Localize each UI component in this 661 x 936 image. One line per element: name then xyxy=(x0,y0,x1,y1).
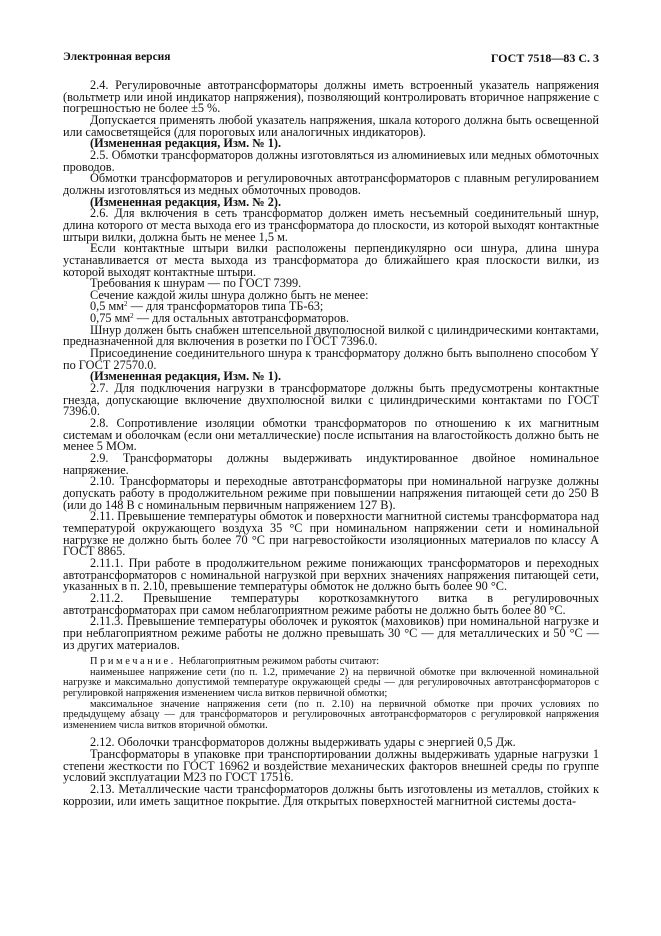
note-item: максимальное значение напряжения сети (по п. 2.10) на первичной обмотке при прочих условиях по предыдущему абзацу — для трансформаторов и регулировочных автотрансформаторов с регулировкой напряжения изменением числа витков вторичной обмотки. xyxy=(63,698,599,731)
clause-2-6-paragraph: Требования к шнурам — по ГОСТ 7399. xyxy=(90,276,302,291)
cross-section-value: 0,75 мм xyxy=(90,311,131,326)
clause-2-9: 2.9. Трансформаторы должны выдерживать индуктированное двойное номинальное напряжение. xyxy=(63,451,599,477)
clause-2-12-paragraph: Трансформаторы в упаковке при транспортировании должны выдерживать ударные нагрузки 1 степени жесткости по ГОСТ 16962 и воздействие механических факторов внешней среды по группе условий эксплуатации М23 по ГОСТ 17516. xyxy=(63,746,599,785)
cross-section-value: 0,5 мм xyxy=(90,299,125,314)
document-body xyxy=(63,80,599,807)
clause-2-11-1: 2.11.1. При работе в продолжительном режиме понижающих трансформаторов и переходных автотрансформаторов с номинальной нагрузкой при верхних значениях напряжения питающей сети, указанных в п. 2.10, превышение температуры обмоток не должно быть более 90 °С. xyxy=(63,555,599,594)
clause-2-6-paragraph: Если контактные штыри вилки расположены перпендикулярно оси шнура, длина шнура устанавливается от места выхода из трансформатора до ближайшего края плоскости вилки, из которой выходят контактные штыри. xyxy=(63,241,599,279)
clause-2-6-paragraph: Шнур должен быть снабжен штепсельной двуполюсной вилкой с цилиндрическими контактами, предназначенной для включения в розетки по ГОСТ 7396.0. xyxy=(63,322,599,349)
clause-2-11-2: 2.11.2. Превышение температуры короткозамкнутого витка в регулировочных автотрансформаторах при самом неблагоприятном режиме работы не должно быть более 80 °С. xyxy=(63,590,599,617)
clause-2-5-paragraph: Обмотки трансформаторов и регулировочных автотрансформаторов с плавным регулированием должны изготовляться из медных обмоточных проводов. xyxy=(63,171,599,197)
clause-2-7: 2.7. Для подключения нагрузки в трансформаторе должны быть предусмотрены контактные гнезда, допускающие включение двухполюсной вилки с цилиндрическими контактами по ГОСТ 7396.0. xyxy=(63,381,599,419)
clause-2-10: 2.10. Трансформаторы и переходные автотрансформаторы при номинальной нагрузке должны допускать работу в продолжительном режиме при повышении напряжения питающей сети до 250 В (или до 148 В с номинальным первичным напряжением 127 В). xyxy=(63,474,599,512)
superscript: 2 xyxy=(124,300,128,309)
clause-2-11-3: 2.11.3. Превышение температуры оболочек и рукояток (маховиков) при номинальной нагрузке и при неблагоприятном режиме работы не должно превышать 30 °С — для металлических и 50 °С — из других материалов. xyxy=(63,614,599,652)
clause-2-6-paragraph: Присоединение соединительного шнура к трансформатору должно быть выполнено способом Y по ГОСТ 27570.0. xyxy=(63,346,599,372)
amendment-note: (Измененная редакция, Изм. № 2). xyxy=(90,194,282,209)
clause-2-5: 2.5. Обмотки трансформаторов должны изготовляться из алюминиевых или медных обмоточных проводов. xyxy=(63,147,599,174)
running-header xyxy=(63,51,599,65)
cross-section-desc: — для трансформаторов типа ТБ-63; xyxy=(127,299,324,314)
note-label: Примечание. xyxy=(90,656,176,668)
superscript: 2 xyxy=(130,312,134,321)
clause-2-6: 2.6. Для включения в сеть трансформатор должен иметь несъемный соединительный шнур, длина которого от места выхода его из трансформатора до плоскости, из которой выходят контактные штыри вилки, должна быть не менее 1,5 м. xyxy=(63,206,599,244)
clause-2-11: 2.11. Превышение температуры обмоток и поверхности магнитной системы трансформатора над температурой окружающего воздуха 35 °С при номинальном напряжении сети и номинальной нагрузке не должно быть более 70 °С при нагревостойкости изоляционных материалов по классу А ГОСТ 8865. xyxy=(63,509,599,559)
clause-2-4-paragraph: Допускается применять любой указатель напряжения, шкала которого должна быть освещенной или самосветящейся (для пороговых или аналогичных индикаторов). xyxy=(63,112,599,139)
cross-section-desc: — для остальных автотрансформаторов. xyxy=(133,311,349,326)
note-intro: Неблагоприятным режимом работы считают: xyxy=(175,656,380,668)
amendment-note: (Измененная редакция, Изм. № 1). xyxy=(90,369,282,384)
clause-2-13: 2.13. Металлические части трансформаторов должны быть изготовлены из металлов, стойких к коррозии, или иметь защитное покрытие. Для открытых поверхностей магнитной системы доста- xyxy=(63,781,599,808)
clause-2-8: 2.8. Сопротивление изоляции обмотки трансформаторов по отношению к их магнитным системам и оболочкам (если они металлические) после испытания на влагостойкость должно быть не менее 5 МОм. xyxy=(63,416,599,454)
clause-2-6-paragraph: Сечение каждой жилы шнура должно быть не менее: xyxy=(90,287,369,302)
clause-2-12: 2.12. Оболочки трансформаторов должны выдерживать удары с энергией 0,5 Дж. xyxy=(90,735,516,750)
header-standard-page: ГОСТ 7518—83 С. 3 xyxy=(490,51,599,65)
note-item: наименьшее напряжение сети (по п. 1.2, примечание 2) на первичной обмотке при включенной номинальной нагрузке и максимально допустимой температуре окружающей среды — для регулировочных автотрансформаторов с регулировкой напряжения изменением числа витков первичной обмотки; xyxy=(63,666,599,699)
amendment-note: (Измененная редакция, Изм. № 1). xyxy=(90,136,282,151)
clause-2-4: 2.4. Регулировочные автотрансформаторы должны иметь встроенный указатель напряжения (вольтметр или иной индикатор напряжения), позволяющий контролировать вторичное напряжение с погрешностью не более ±5 %. xyxy=(63,78,599,116)
header-edition-label: Электронная версия xyxy=(63,51,171,63)
